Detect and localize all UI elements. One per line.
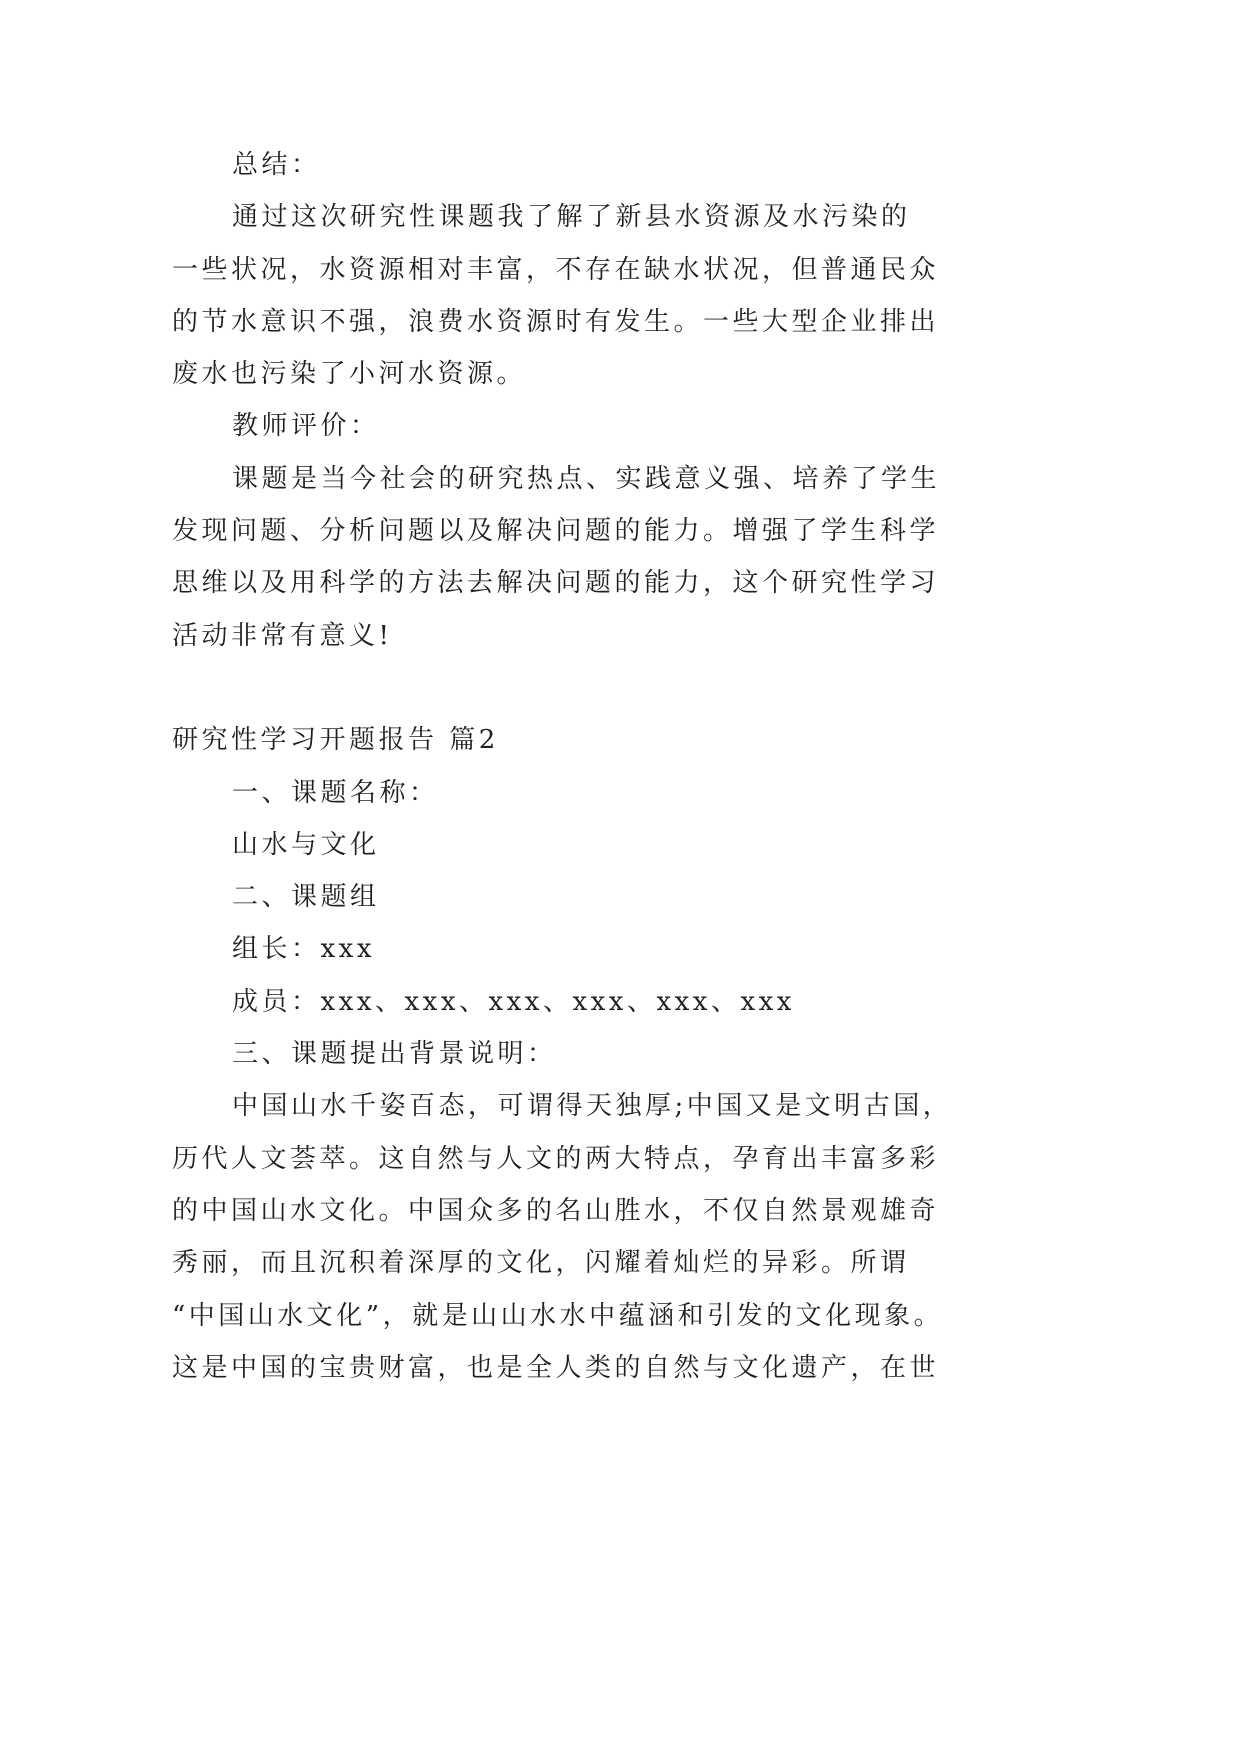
summary-paragraph [172, 191, 1241, 400]
paragraph-spacer [172, 662, 1241, 714]
summary-body-line: 一些状况，水资源相对丰富，不存在缺水状况，但普通民众 [172, 254, 940, 285]
background-line: “中国山水文化”，就是山山水水中蕴涵和引发的文化现象。 [172, 1300, 944, 1331]
background-line: 的中国山水文化。中国众多的名山胜水，不仅自然景观雄奇 [172, 1195, 940, 1226]
group-members: 成员：xxx、xxx、xxx、xxx、xxx、xxx [232, 986, 795, 1017]
background-line: 这是中国的宝贵财富，也是全人类的自然与文化遗产，在世 [172, 1352, 940, 1383]
teacher-review-line: 发现问题、分析问题以及解决问题的能力。增强了学生科学 [172, 516, 940, 547]
group-leader: 组长：xxx [232, 934, 375, 965]
summary-body-line: 的节水意识不强，浪费水资源时有发生。一些大型企业排出 [172, 306, 940, 337]
teacher-review-heading: 教师评价： [232, 411, 380, 442]
teacher-review-paragraph [172, 453, 1241, 662]
summary-body-line: 废水也污染了小河水资源。 [172, 359, 527, 390]
topic-name: 山水与文化 [232, 829, 380, 860]
summary-body-line: 通过这次研究性课题我了解了新县水资源及水污染的 [232, 202, 911, 233]
background-line: 秀丽，而且沉积着深厚的文化，闪耀着灿烂的异彩。所谓 [172, 1248, 910, 1279]
background-paragraph [172, 1080, 1241, 1394]
topic-heading: 一、课题名称： [232, 777, 439, 808]
background-heading: 三、课题提出背景说明： [232, 1039, 557, 1070]
teacher-review-line: 活动非常有意义! [172, 620, 393, 651]
report-title: 研究性学习开题报告 篇2 [172, 725, 499, 756]
group-heading: 二、课题组 [232, 882, 380, 913]
teacher-review-line: 课题是当今社会的研究热点、实践意义强、培养了学生 [232, 463, 941, 494]
teacher-review-line: 思维以及用科学的方法去解决问题的能力，这个研究性学习 [172, 568, 940, 599]
background-line: 中国山水千姿百态，可谓得天独厚;中国又是文明古国， [232, 1091, 953, 1122]
background-line: 历代人文荟萃。这自然与人文的两大特点，孕育出丰富多彩 [172, 1143, 940, 1174]
summary-heading: 总结： [232, 150, 321, 180]
